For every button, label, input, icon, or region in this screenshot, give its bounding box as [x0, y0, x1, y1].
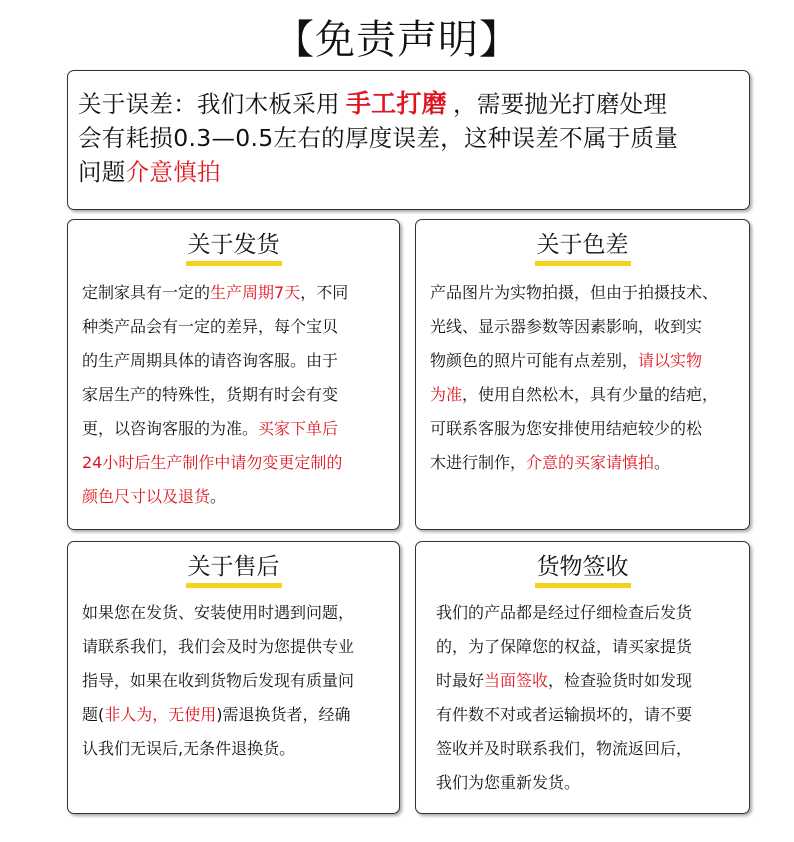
card-line — [436, 732, 749, 766]
card-receipt — [415, 541, 750, 814]
card-line — [436, 698, 749, 732]
highlight-caution: 介意慎拍 — [125, 158, 221, 186]
card-line — [82, 732, 399, 766]
text-segment: 产品图片为实物拍摄，但由于拍摄技术、 — [430, 283, 719, 302]
highlight-sign-in-person: 当面签收 — [484, 671, 549, 690]
text-segment: 请联系我们，我们会及时为您提供专业 — [82, 637, 355, 656]
text-segment: 种类产品会有一定的差异，每个宝贝 — [82, 317, 339, 336]
card-color-difference — [415, 219, 750, 530]
card-title: 货物签收 — [536, 554, 629, 580]
text-segment: 有件数不对或者运输损坏的，请不要 — [436, 705, 693, 724]
text-segment: 会有耗损0.3—0.5左右的厚度误差，这种误差不属于质量 — [78, 124, 679, 152]
text-segment: 可联系客服为您安排使用结疤较少的松 — [430, 419, 703, 438]
card-after-sales — [67, 541, 400, 814]
card-line — [436, 664, 749, 698]
text-segment: ，检查验货时如发现 — [548, 671, 693, 690]
disclaimer-line — [78, 87, 741, 121]
text-segment: 题( — [82, 705, 105, 724]
text-segment: 更，以咨询客服的为准。 — [82, 419, 259, 438]
card-line — [436, 596, 749, 630]
highlight-no-return: 颜色尺寸以及退货 — [82, 487, 211, 506]
text-segment: 光线、显示器参数等因素影响，收到实 — [430, 317, 703, 336]
disclaimer-box — [67, 70, 750, 210]
card-line — [430, 276, 749, 310]
highlight-caution: 介意的买家请慎拍 — [526, 453, 655, 472]
text-segment: 关于误差：我们木板采用 — [78, 90, 340, 118]
card-body — [68, 270, 399, 514]
card-title: 关于发货 — [187, 232, 280, 258]
highlight-non-human: 非人为，无使用 — [104, 705, 217, 724]
card-title: 关于色差 — [536, 232, 629, 258]
text-segment: 签收并及时联系我们，物流返回后， — [436, 739, 693, 758]
card-line — [430, 412, 749, 446]
text-segment: 。 — [654, 453, 671, 472]
text-segment: 物颜色的照片可能有点差别， — [430, 351, 639, 370]
card-line — [82, 446, 399, 480]
highlight-handmade: 手工打磨 — [345, 89, 448, 118]
text-segment: 问题 — [78, 158, 126, 186]
card-line — [430, 344, 749, 378]
card-body — [416, 592, 749, 800]
card-line — [82, 596, 399, 630]
text-segment: 。 — [210, 487, 227, 506]
page-title: 【免责声明】 — [274, 17, 520, 63]
text-segment: ，不同 — [300, 283, 349, 302]
text-segment: 时最好 — [436, 671, 485, 690]
text-segment: 我们的产品都是经过仔细检查后发货 — [436, 603, 693, 622]
card-line — [430, 310, 749, 344]
card-shipping — [67, 219, 400, 530]
highlight-actual-product: 请以实物 — [638, 351, 703, 370]
text-segment: 指导，如果在收到货物后发现有质量问 — [82, 671, 355, 690]
card-line — [82, 480, 399, 514]
disclaimer-text — [78, 87, 741, 189]
card-body — [68, 592, 399, 766]
disclaimer-line — [78, 155, 741, 189]
text-segment: )需退换货者，经确 — [216, 705, 351, 724]
highlight-no-change: 24小时后生产制作中请勿变更定制的 — [82, 453, 343, 472]
highlight-production-cycle: 生产周期7天 — [210, 283, 301, 302]
text-segment: ，需要抛光打磨处理 — [453, 90, 668, 118]
text-segment: 的生产周期具体的请咨询客服。由于 — [82, 351, 339, 370]
card-line — [82, 378, 399, 412]
disclaimer-line — [78, 121, 741, 155]
card-line — [82, 310, 399, 344]
card-line — [430, 378, 749, 412]
text-segment: ，使用自然松木，具有少量的结疤， — [462, 385, 719, 404]
text-segment: 的，为了保障您的权益，请买家提货 — [436, 637, 693, 656]
card-line — [82, 664, 399, 698]
text-segment: 木进行制作， — [430, 453, 527, 472]
text-segment: 如果您在发货、安装使用时遇到问题， — [82, 603, 355, 622]
card-line — [82, 344, 399, 378]
card-line — [82, 276, 399, 310]
text-segment: 家居生产的特殊性，货期有时会有变 — [82, 385, 339, 404]
card-line — [430, 446, 749, 480]
card-line — [82, 698, 399, 732]
card-line — [436, 630, 749, 664]
card-line — [436, 766, 749, 800]
text-segment: 认我们无误后,无条件退换货。 — [82, 739, 296, 758]
card-line — [82, 630, 399, 664]
highlight-actual-product: 为准 — [430, 385, 463, 404]
card-title: 关于售后 — [187, 554, 280, 580]
text-segment: 我们为您重新发货。 — [436, 773, 581, 792]
card-line — [82, 412, 399, 446]
card-body — [416, 270, 749, 480]
text-segment: 定制家具有一定的 — [82, 283, 211, 302]
highlight-after-order: 买家下单后 — [258, 419, 339, 438]
